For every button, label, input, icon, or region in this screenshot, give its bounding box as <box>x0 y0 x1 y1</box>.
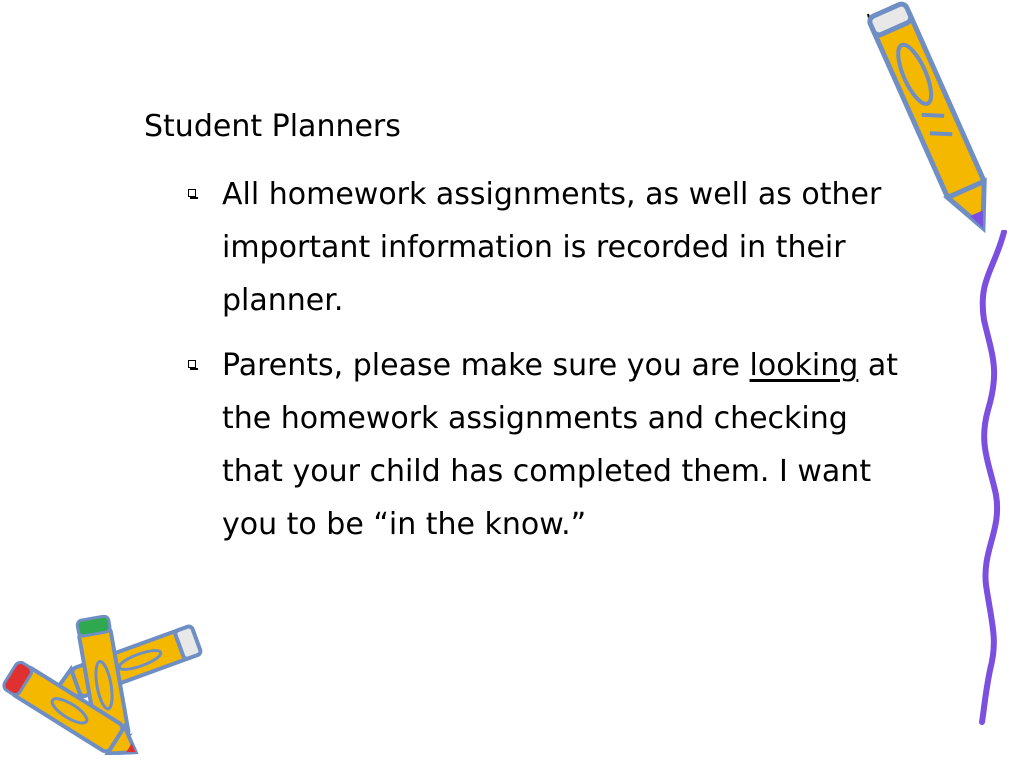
bullet-text-part: Parents, please make sure you are <box>222 348 750 383</box>
slide-heading: Student Planners <box>144 109 401 144</box>
underlined-word: looking <box>749 348 859 383</box>
bullet-list <box>186 168 906 563</box>
bullet-text <box>222 339 906 551</box>
pencil-icon <box>860 0 1010 245</box>
bullet-item <box>186 168 906 327</box>
hollow-square-bullet-icon <box>188 360 196 368</box>
bullet-text-part: at the homework assignments and checking that your child has completed them. I want you to be “in the know.” <box>222 348 899 542</box>
hollow-square-bullet-icon <box>188 189 196 197</box>
squiggle-line-icon <box>970 230 1010 725</box>
crossed-pencils-icon <box>0 615 205 755</box>
bullet-item <box>186 339 906 551</box>
bullet-text: All homework assignments, as well as other important information is recorded in their planner. <box>222 177 882 318</box>
